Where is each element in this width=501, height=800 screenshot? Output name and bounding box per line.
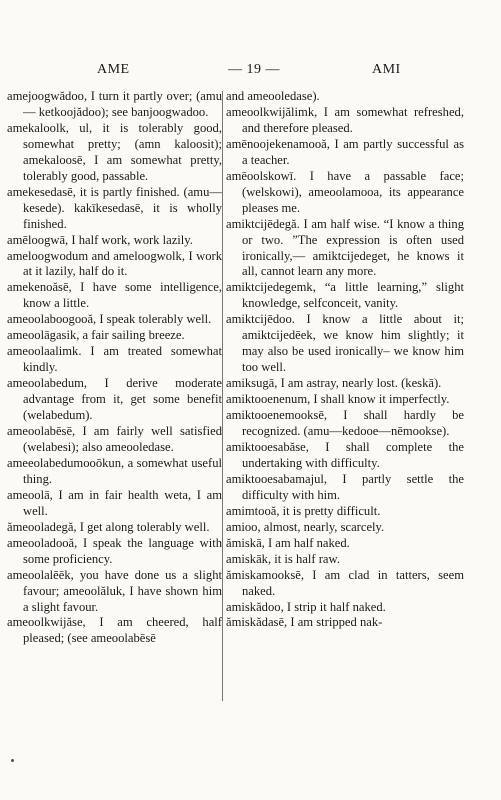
dictionary-entry: ameoolkwijălimk, I am somewhat refreshed, and therefore pleased. (226, 104, 464, 135)
dictionary-entry: amekaloolk, ul, it is tolerably good, somewhat pretty; (amn kaloosit); amekaloosē, I am somewhat pretty, tolerably good, passable. (7, 120, 222, 183)
dictionary-entry: amēoolskowī. I have a passable face; (welskowi), ameoolamooa, its appearance pleases me. (226, 168, 464, 215)
dictionary-entry: ameoolaalimk. I am treated somewhat kindly. (7, 344, 222, 375)
dictionary-entry: amekenoăsē, I have some intelligence, know a little. (7, 280, 222, 311)
header-right-guideword: AMI (372, 62, 401, 77)
dictionary-entry: amiskădoo, I strip it half naked. (226, 599, 386, 614)
dictionary-entry: amiktcijēdoo. I know a little about it; amiktcijedēek, we know him slightly; it may also be used ironically– we know him too well. (226, 312, 464, 375)
dictionary-entry: amiktcijedegemk, “a little learning,” slight knowledge, selfconceit, vanity. (226, 280, 464, 311)
dictionary-entry: ămiskamooksē, I am clad in tatters, seem naked. (226, 567, 464, 598)
dictionary-entry: ameoolabedum, I derive moderate advantage from it, get some benefit (welabedum). (7, 376, 222, 423)
dictionary-entry: amekesedasē, it is partly finished. (amu—kesede). kakīkesedasē, it is wholly finished. (7, 184, 222, 231)
dictionary-entry: ămeooladegă, I get along tolerably well. (7, 519, 210, 534)
header-left-guideword: AME (97, 62, 130, 77)
dictionary-entry: amiktooesabăse, I shall complete the undertaking with difficulty. (226, 439, 464, 470)
dictionary-entry-continued: and ameooledase). (226, 89, 320, 103)
dictionary-entry: ameeolabedumooōkun, a somewhat useful thing. (7, 455, 222, 486)
dictionary-entry: ameoolaboogooă, I speak tolerably well. (7, 312, 212, 327)
right-column (226, 89, 464, 631)
dictionary-entry: amiktooenemooksē, I shall hardly be recognized. (amu—kedooe—nēmookse). (226, 408, 464, 439)
dictionary-entry: ameloogwodum and ameloogwolk, I work at it lazily, half do it. (7, 248, 222, 279)
dictionary-entry: amēnoojekenamooă, I am partly successful as a teacher. (226, 136, 464, 167)
dictionary-entry: ameoolāgasik, a fair sailing breeze. (7, 328, 185, 343)
dictionary-entry: amejoogwădoo, I turn it partly over; (amu — ketkoojădoo); see banjoogwadoo. (7, 89, 222, 119)
page-number: — 19 — (228, 62, 280, 77)
dictionary-entry: amioo, almost, nearly, scarcely. (226, 519, 385, 534)
dictionary-entry: amimtooă, it is pretty difficult. (226, 503, 381, 518)
dictionary-entry: amiktooenenum, I shall know it imperfectly. (226, 392, 450, 407)
dictionary-entry: ameoolalēēk, you have done us a slight favour; ameoolăluk, I have shown him a slight favour. (7, 567, 222, 614)
column-divider (222, 91, 223, 701)
dictionary-entry: amiskāk, it is half raw. (226, 551, 340, 566)
page-speck (11, 759, 14, 762)
dictionary-entry: ameoolā, I am in fair health weta, I am well. (7, 487, 222, 518)
page-header (0, 62, 501, 82)
dictionary-entry: ămiskădasē, I am stripped nak- (226, 615, 383, 630)
dictionary-entry: ameoolkwijăse, I am cheered, half pleased; (see ameoolabēsē (7, 615, 222, 646)
dictionary-entry: amēloogwā, I half work, work lazily. (7, 232, 193, 247)
dictionary-entry: ameooladooă, I speak the language with some proficiency. (7, 535, 222, 566)
dictionary-entry: amiksugā, I am astray, nearly lost. (keskā). (226, 376, 442, 391)
left-column (7, 89, 222, 647)
dictionary-entry: ămiskā, I am half naked. (226, 535, 350, 550)
dictionary-entry: amiktcijēdegă. I am half wise. “I know a thing or two. ”The expression is often used ironically,— amiktcijedeget, he knows it all, cannot learn any more. (226, 216, 464, 279)
dictionary-entry: amiktooesabamajul, I partly settle the difficulty with him. (226, 471, 464, 502)
dictionary-entry: ameoolabēsē, I am fairly well satisfied (welabesi); also ameooledase. (7, 424, 222, 454)
